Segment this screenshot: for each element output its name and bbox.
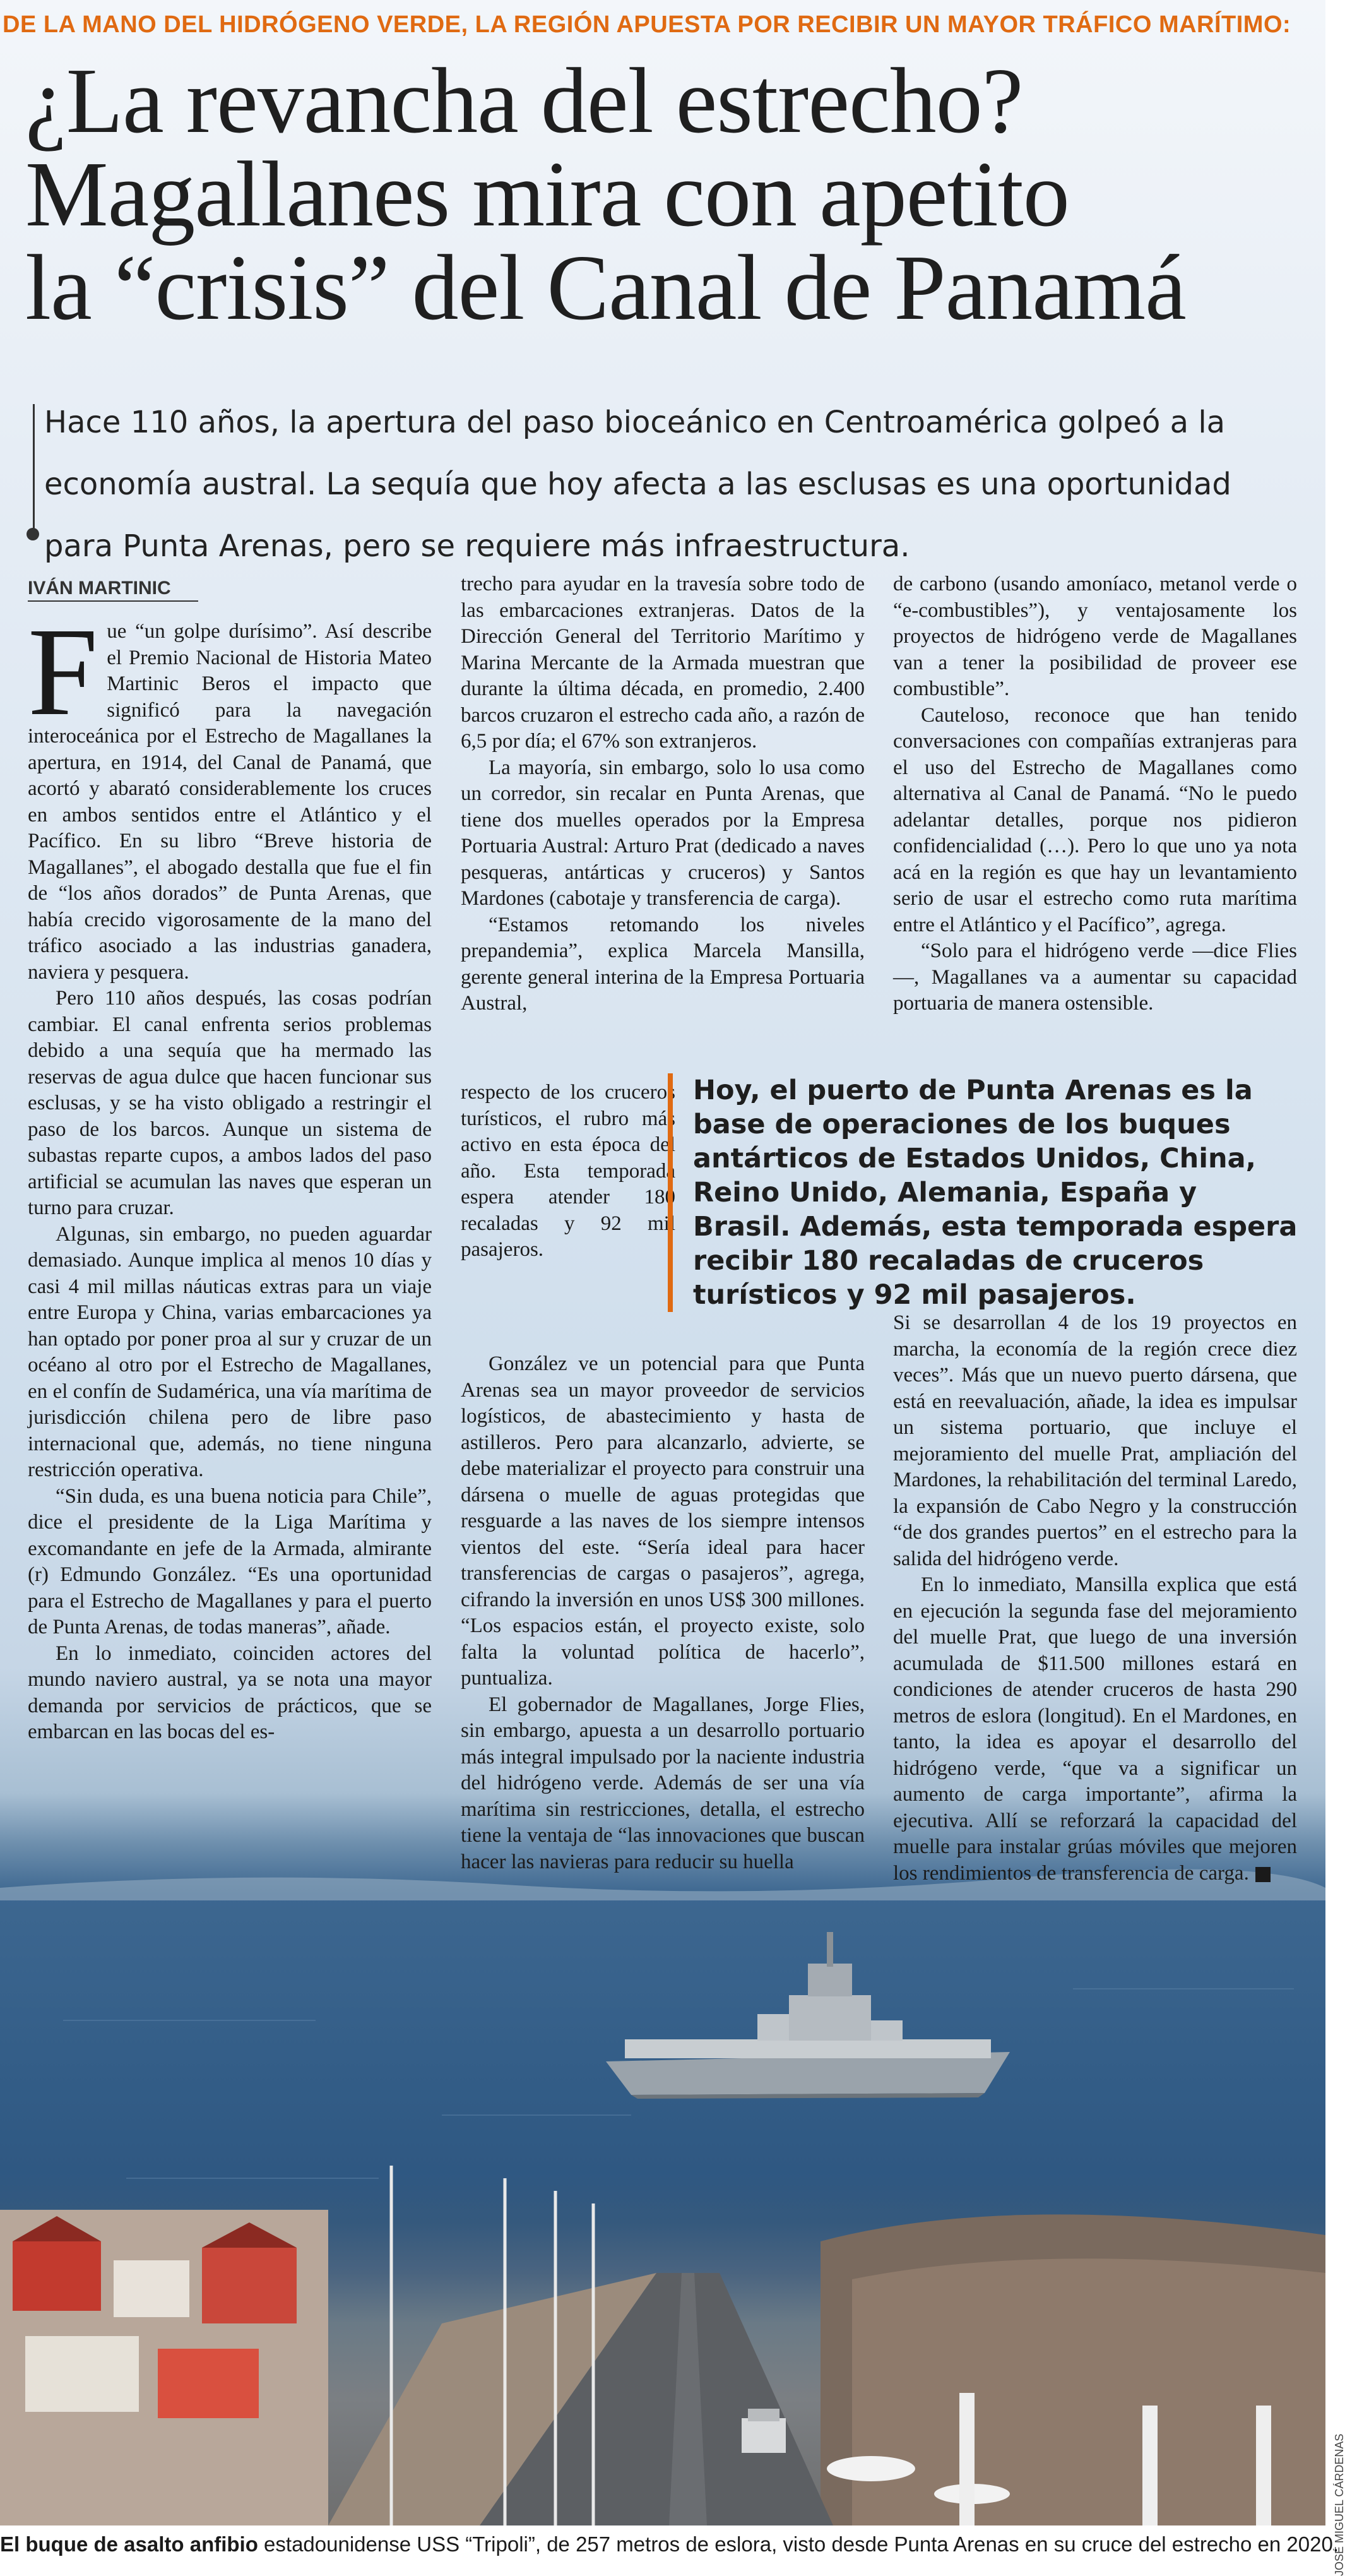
article-column-3-lower	[893, 1310, 1297, 1887]
end-mark	[1255, 1867, 1271, 1882]
caption-text: estadounidense USS “Tripoli”, de 257 metros de eslora, visto desde Punta Arenas en su cruce del estrecho en 2020.	[258, 2532, 1339, 2556]
paragraph: El gobernador de Magallanes, Jorge Flies, sin embargo, apuesta a un desarrollo portuario más integral impulsado por la naciente industria del hidrógeno verde. Además de ser una vía marítima sin restricciones, detalla, el estrecho tiene la ventaja de “las innovaciones que buscan hacer las navieras para reducir su huella	[461, 1693, 865, 1873]
paragraph: La mayoría, sin embargo, solo lo usa como un corredor, sin recalar en Punta Arenas, que tiene dos muelles operados por la Empresa Portuaria Austral: Arturo Prat (dedicado a naves pesqueras, antárticas y cruceros) y Santos Mardones (cabotaje y transferencia de carga).	[461, 756, 865, 910]
paragraph: Pero 110 años después, las cosas podrían cambiar. El canal enfrenta serios problemas debido a una sequía que ha mermado las reservas de agua dulce que hacen funcionar sus esclusas, y se ha visto obligado a restringir el paso de los barcos. Aunque un sistema de subastas reparte cupos, a ambos lados del paso artificial se acumulan las naves que esperan un turno para cruzar.	[28, 987, 432, 1219]
ship-illustration	[606, 1926, 1010, 2115]
deck: Hace 110 años, la apertura del paso bioceánico en Centroamérica golpeó a la economía austral. La sequía que hoy afecta a las esclusas es una oportunidad para Punta Arenas, pero se requiere más infraestructura.	[44, 405, 1231, 564]
paragraph: de carbono (usando amoníaco, metanol verde o “e-combustibles”), y ventajosamente los proyectos de hidrógeno verde de Magallanes van a tener la posibilidad de proveer ese combustible”.	[893, 573, 1297, 700]
pull-quote: Hoy, el puerto de Punta Arenas es la base de operaciones de los buques antárticos de Estados Unidos, China, Reino Unido, Alemania, España y Brasil. Además, esta temporada espera recibir 180 recaladas de cruceros turísticos y 92 mil pasajeros.	[668, 1073, 1299, 1312]
headline-line-1: ¿La revancha del estrecho?	[25, 49, 1023, 153]
byline: IVÁN MARTINIC	[28, 578, 198, 602]
deck-bullet	[27, 528, 39, 540]
photo-caption	[0, 2529, 1369, 2567]
headline-line-3: la “crisis” del Canal de Panamá	[25, 236, 1186, 340]
headline-line-2: Magallanes mira con apetito	[25, 143, 1069, 246]
article-column-2-lower	[461, 1351, 865, 1875]
paragraph: Fue “un golpe durísimo”. Así describe el Premio Nacional de Historia Mateo Martinic Beros el impacto que significó para la navegación interoceánica por el Estrecho de Magallanes la apertura, en 1914, del Canal de Panamá, que acortó y abarató considerablemente los cruces en ambos sentidos entre el Atlántico y el Pacífico. En su libro “Breve historia de Magallanes”, el abogado destalla que fue el fin de “los años dorados” de Punta Arenas, que había crecido vigorosamente de la mano del tráfico asociado a las industrias ganadera, naviera y pesquera.	[28, 602, 432, 984]
paragraph: En lo inmediato, coinciden actores del mundo naviero austral, ya se nota una mayor demanda por servicios de prácticos, que se embarcan en las bocas del es-	[28, 1642, 432, 1743]
paragraph: “Estamos retomando los niveles prepandemia”, explica Marcela Mansilla, gerente general interina de la Empresa Portuaria Austral,	[461, 913, 865, 1015]
paragraph: “Sin duda, es una buena noticia para Chile”, dice el presidente de la Liga Marítima y excomandante en jefe de la Armada, almirante (r) Edmundo González. “Es una oportunidad para el Estrecho de Magallanes y para el puerto de Punta Arenas, de todas maneras”, añade.	[28, 1484, 432, 1638]
paragraph: Algunas, sin embargo, no pueden aguardar demasiado. Aunque implica al menos 10 días y casi 4 mil millas náuticas extras para un viaje entre Europa y China, varias embarcaciones ya han optado por poner proa al sur y cruzar de un océano al otro por el Estrecho de Magallanes, en el confín de Sudamérica, una vía marítima de jurisdicción chilena pero de libre paso internacional que, además, no tiene ninguna restricción operativa.	[28, 1222, 432, 1481]
photo-credit: JOSÉ MIGUEL CÁRDENAS	[1333, 2433, 1346, 2576]
kicker: DE LA MANO DEL HIDRÓGENO VERDE, LA REGIÓN APUESTA POR RECIBIR UN MAYOR TRÁFICO MARÍTIMO:	[3, 11, 1291, 38]
paragraph: Cauteloso, reconoce que han tenido conversaciones con compañías extranjeras para el uso del Estrecho de Magallanes como alternativa al Canal de Panamá. “No le puedo adelantar detalles, porque nos pidieron confidencialidad (…). Pero lo que uno ya nota acá en la región es que hay un levantamiento serio de usar el estrecho como ruta marítima entre el Atlántico y el Pacífico”, agrega.	[893, 703, 1297, 936]
headline	[25, 49, 1313, 340]
paragraph: trecho para ayudar en la travesía sobre todo de las embarcaciones extranjeras. Datos de la Dirección General del Territorio Marítimo y Marina Mercante de la Armada muestran que durante la última década, en promedio, 2.400 barcos cruzaron el estrecho cada año, a razón de 6,5 por día; el 67% son extranjeros.	[461, 573, 865, 753]
article-column-2	[461, 571, 865, 1017]
deck-rule	[33, 404, 35, 530]
town-illustration	[0, 2166, 1325, 2525]
paragraph: En lo inmediato, Mansilla explica que está en ejecución la segunda fase del mejoramiento del muelle Prat, que luego de una inversión acumulada de $11.500 millones estará en condiciones de atender cruceros de hasta 290 metros de eslora (longitud). En el Mardones, en tanto, la idea es apoyar el desarrollo del hidrógeno verde, “que va a significar un aumento de carga importante”, afirma la ejecutiva. Allí se reforzará la capacidad del muelle para instalar grúas móviles que mejoren los rendimientos de transferencia de carga.	[893, 1573, 1297, 1885]
article-column-2-narrow	[461, 1080, 675, 1263]
paragraph: respecto de los cruceros turísticos, el rubro más activo en esta época del año. Esta temporada espera atender 180 recaladas y 92 mil pasajeros.	[461, 1081, 675, 1261]
drop-cap: F	[28, 602, 98, 742]
article-column-3	[893, 571, 1297, 1017]
paragraph: Si se desarrollan 4 de los 19 proyectos en marcha, la economía de la región crece diez veces”. Más que un nuevo puerto dársena, que está en reevaluación, añade, la idea es impulsar un sistema portuario, que incluye el mejoramiento del muelle Prat, ampliación del Mardones, la rehabilitación del terminal Laredo, la expansión de Cabo Negro y la construcción “de dos grandes puertos” en el estrecho para la salida del hidrógeno verde.	[893, 1311, 1297, 1570]
caption-lead: El buque de asalto anfibio	[0, 2532, 258, 2556]
paragraph: González ve un potencial para que Punta Arenas sea un mayor proveedor de servicios logísticos, de abastecimiento y hasta de astilleros. Pero para alcanzarlo, advierte, se debe materializar el proyecto para construir una dársena o muelle de aguas protegidas que resguarde a las naves de los siempre intensos vientos del este. “Sería ideal para hacer transferencias de cargas o pasajeros”, agrega, cifrando la inversión en unos US$ 300 millones. “Los espacios están, el proyecto existe, solo falta la voluntad política de hacerlo”, puntualiza.	[461, 1352, 865, 1690]
article-column-1	[28, 602, 432, 1746]
paragraph: “Solo para el hidrógeno verde —dice Flies—, Magallanes va a aumentar su capacidad portuaria de manera ostensible.	[893, 939, 1297, 1015]
